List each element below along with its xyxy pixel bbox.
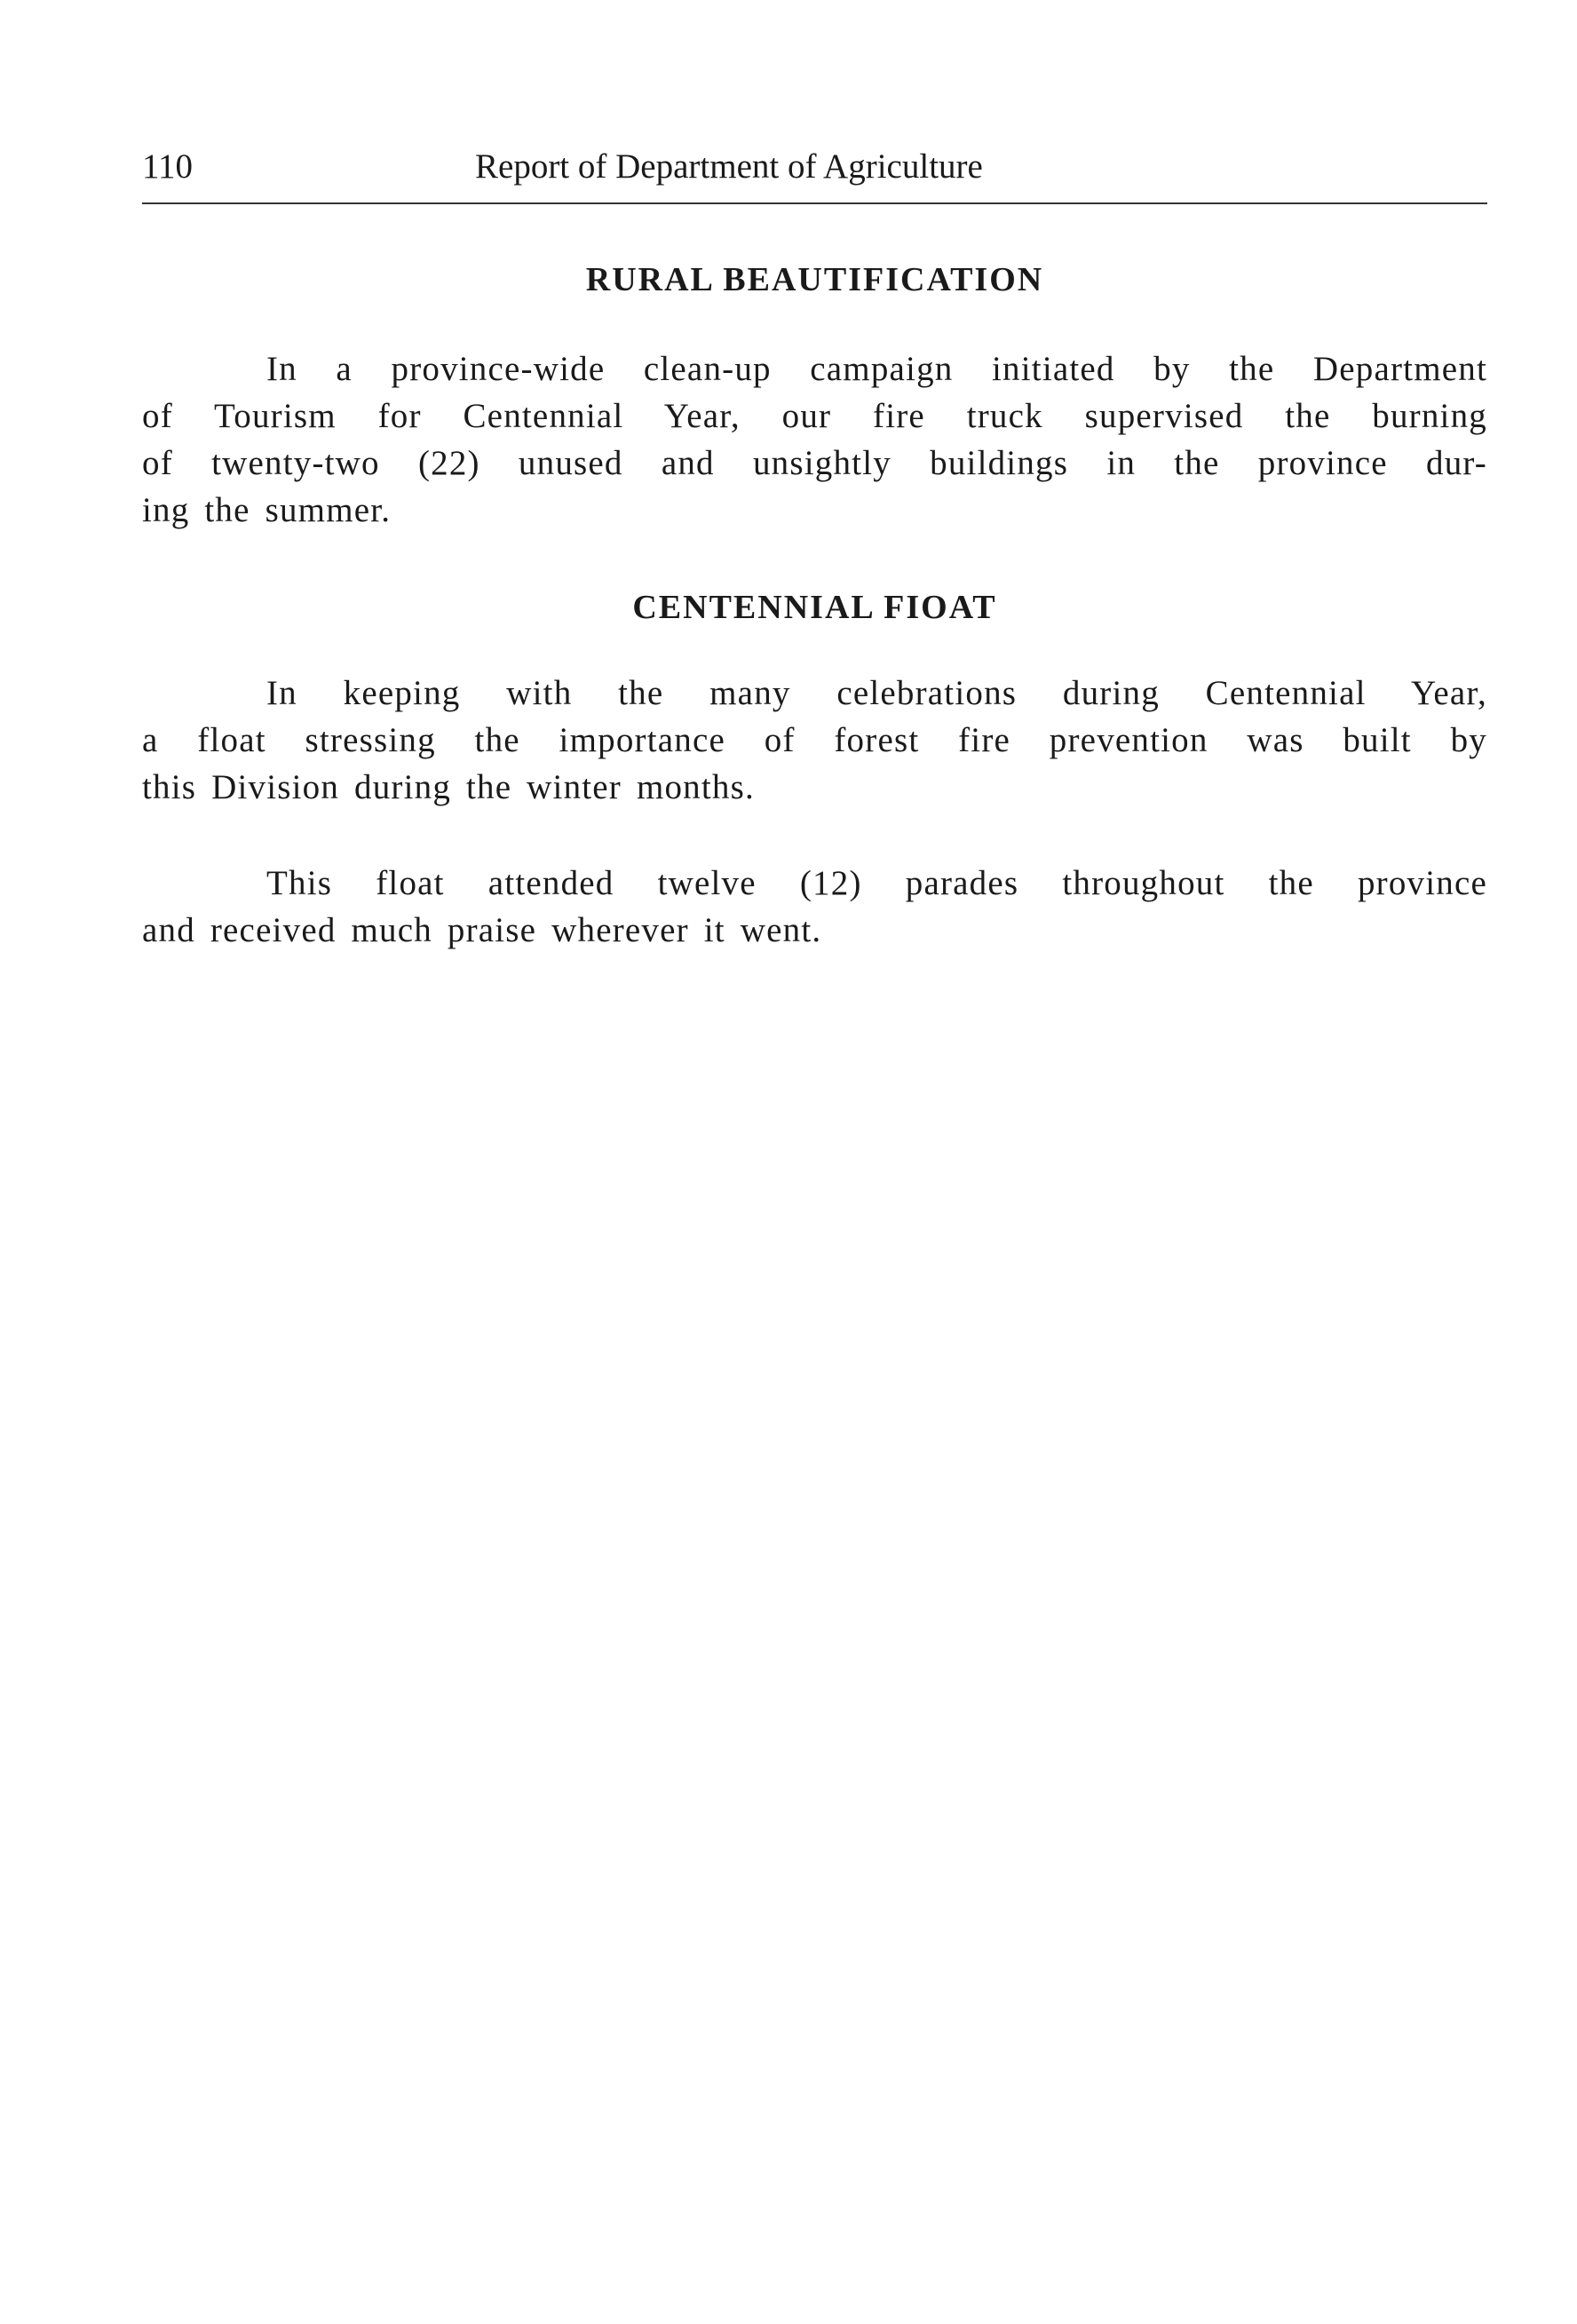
paragraph-line: a float stressing the importance of forest fire prevention was built by <box>142 721 1487 759</box>
paragraph-line: of twenty-two (22) unused and unsightly buildings in the province dur- <box>142 444 1487 482</box>
paragraph-line: and received much praise wherever it went. <box>142 911 822 949</box>
paragraph-line: This float attended twelve (12) parades throughout the province <box>266 864 1487 902</box>
running-title: Report of Department of Agriculture <box>475 147 983 186</box>
paragraph-line: of Tourism for Centennial Year, our fire truck supervised the burning <box>142 397 1487 435</box>
section-heading-centennial-float: CENTENNIAL FIOAT <box>632 589 997 626</box>
paragraph-line: this Division during the winter months. <box>142 768 755 806</box>
section-heading-rural-beautification: RURAL BEAUTIFICATION <box>585 261 1044 298</box>
paragraph-centennial-float <box>142 670 1487 811</box>
paragraph-line: In keeping with the many celebrations during Centennial Year, <box>266 674 1487 712</box>
paragraph-line: ing the summer. <box>142 491 392 529</box>
running-header <box>142 142 1487 192</box>
header-rule <box>142 202 1487 204</box>
page-number: 110 <box>142 147 194 186</box>
paragraph-float-parades <box>142 860 1487 954</box>
paragraph-line: In a province-wide clean-up campaign initiated by the Department <box>266 350 1487 388</box>
paragraph-rural-beautification <box>142 345 1487 534</box>
